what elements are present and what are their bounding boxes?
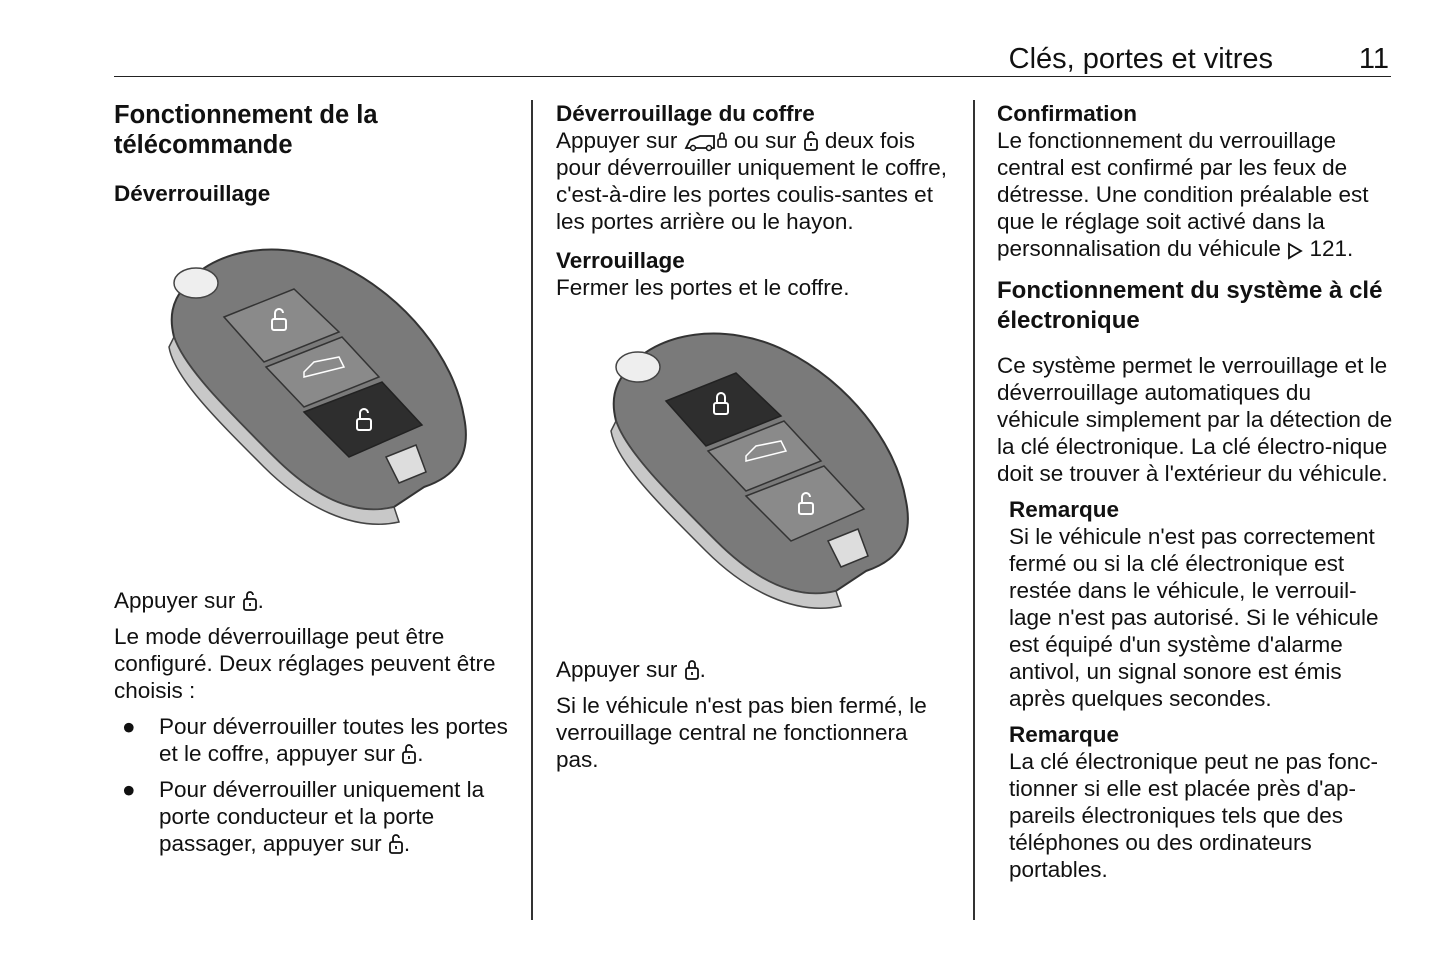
period: . [403, 831, 411, 856]
ekey-paragraph: Ce système permet le verrouillage et le déverrouillage automatiques du véhicule simplement par la détection de la clé électronique. La clé électro-nique doit se trouver à l'extérieur du véhicule. [997, 353, 1393, 486]
note-box [1009, 496, 1397, 712]
section-heading: Fonctionnement de la télécommande [114, 101, 378, 159]
mode-paragraph: Le mode déverrouillage peut être configuré. Deux réglages peuvent être choisis : [114, 624, 496, 703]
note-box [1009, 721, 1397, 883]
list-item [114, 713, 514, 767]
unlock-icon [803, 130, 819, 152]
section-title: Clés, portes et vitres [1008, 43, 1273, 75]
ekey-heading: Fonctionnement du système à clé électronique [997, 277, 1383, 334]
lock-icon [684, 659, 700, 681]
lock-instruction [556, 656, 956, 683]
confirmation-paragraph [997, 127, 1397, 262]
bullet-text: Pour déverrouiller toutes les portes et le coffre, appuyer sur [159, 714, 508, 766]
list-item [114, 776, 514, 857]
instruction-text: Appuyer sur [556, 657, 678, 682]
instruction-text: ou sur [733, 128, 797, 153]
bullet-dot: ● [122, 777, 136, 802]
bullet-dot: ● [122, 714, 136, 739]
column-1 [114, 100, 514, 866]
column-2 [556, 100, 956, 773]
note-title: Remarque [1009, 497, 1120, 522]
unlock-icon [401, 743, 417, 765]
note-title: Remarque [1009, 722, 1120, 747]
unlock-icon [242, 590, 258, 612]
column-divider [531, 100, 533, 920]
warning-paragraph: Si le véhicule n'est pas bien fermé, le verrouillage central ne fonctionnera pas. [556, 693, 927, 772]
page-header [114, 40, 1391, 77]
trunk-unlock-heading: Déverrouillage du coffre [556, 101, 815, 126]
lock-heading: Verrouillage [556, 248, 685, 273]
trunk-icon [684, 130, 728, 152]
period: . [699, 657, 706, 682]
unlock-heading: Déverrouillage [114, 181, 271, 206]
column-divider [973, 100, 975, 920]
key-fob-unlock-icon [114, 207, 514, 587]
key-fob-illustration-unlock [114, 207, 514, 587]
key-fob-illustration-lock [556, 301, 956, 656]
lock-paragraph: Fermer les portes et le coffre. [556, 275, 850, 300]
bullet-text: Pour déverrouiller uniquement la porte conducteur et la porte passager, appuyer sur [159, 777, 485, 856]
instruction-text: deux fois pour déverrouiller uniquement le coffre, c'est-à-dire les portes coulis-santes et les portes arrière ou le hayon. [556, 128, 948, 234]
page-number: 11 [1358, 43, 1389, 75]
instruction-text: Appuyer sur [556, 128, 678, 153]
note-text: Si le véhicule n'est pas correctement fermé ou si la clé électronique est restée dans le véhicule, le verrouil-lage n'est pas autorisé. Si le véhicule est équipé d'un système d'alarme antivol, un signal sonore est émis après quelques secondes. [1009, 524, 1379, 711]
period: . [417, 741, 424, 766]
confirmation-heading: Confirmation [997, 101, 1137, 126]
period: . [257, 588, 264, 613]
page-reference-arrow-icon [1287, 242, 1303, 260]
key-fob-lock-icon [556, 301, 956, 656]
unlock-instruction [114, 587, 514, 614]
confirmation-text: Le fonctionnement du verrouillage central est confirmé par les feux de détresse. Une condition préalable est que le réglage soit activé dans la personnalisation du véhicule [997, 128, 1369, 261]
trunk-unlock-paragraph [556, 127, 956, 235]
page-reference: 121. [1309, 236, 1354, 261]
unlock-icon [388, 833, 404, 855]
note-text: La clé électronique peut ne pas fonc-tionner si elle est placée près d'ap-pareils électroniques tels que des téléphones ou des ordinateurs portables. [1009, 749, 1378, 882]
column-3 [997, 100, 1397, 883]
instruction-text: Appuyer sur [114, 588, 236, 613]
